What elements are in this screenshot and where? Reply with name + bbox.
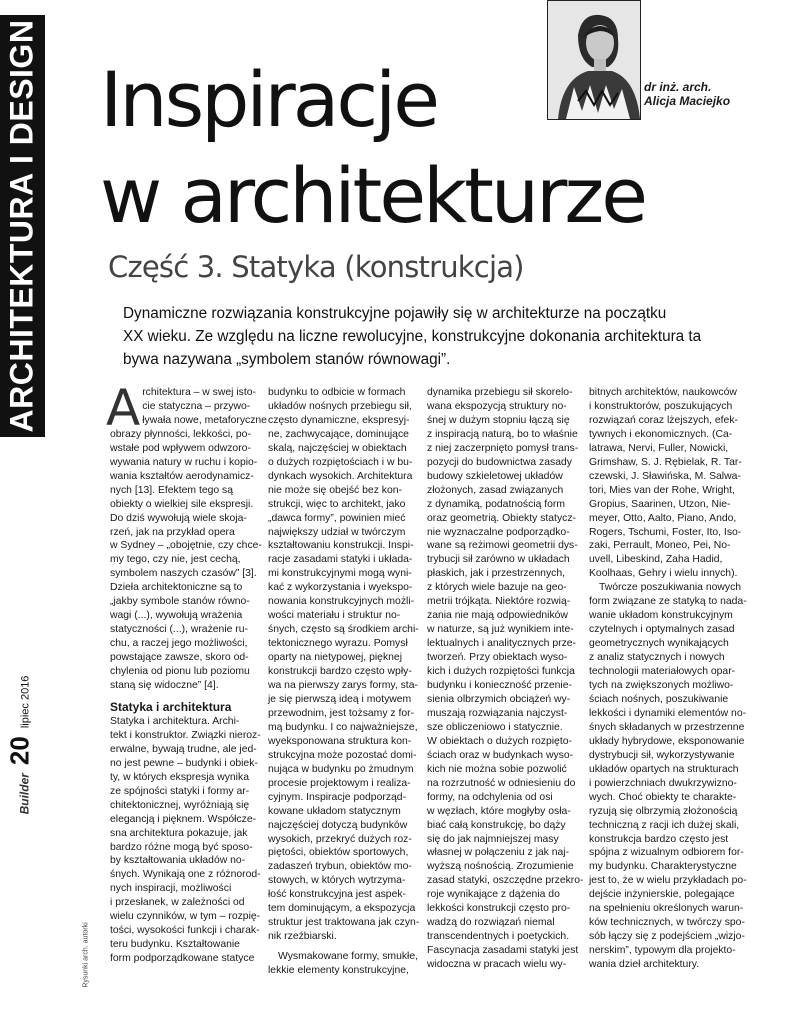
page-number: 20 (4, 736, 35, 766)
text-line: nych [13]. Efektem tego są (110, 484, 234, 496)
text-line: struktur jest traktowana jak czyn- (268, 917, 420, 929)
text-line: skalą, najczęściej w obiektach (268, 442, 407, 454)
text-line: dejście inżynierskie, polegające (589, 889, 735, 901)
column-2-body (268, 386, 420, 944)
footer-brand: Builder (17, 773, 32, 815)
text-line: chitektonicznej, wyróżniają się (110, 799, 250, 811)
text-line: muszają rozwiązania najczyst- (427, 707, 568, 719)
text-line: Fascynacja zasadami statyki jest (427, 945, 579, 957)
text-line: Twórcze poszukiwania nowych (599, 582, 742, 594)
text-line: tektonicznego wyrazu. Pomysł (268, 638, 408, 650)
text-line: tori, Mies van der Rohe, Wright, (589, 484, 735, 496)
text-line: złożonych, zasad związanych (427, 484, 564, 496)
text-line: erwalne, bywają trudne, ale jed- (110, 743, 257, 755)
text-line: mi konstrukcyjnymi mogą wyni- (268, 568, 412, 580)
text-line: kich nie można sobie pozwolić (427, 763, 567, 775)
text-line: i przesłanek, w zależności od (110, 897, 245, 909)
text-line: bardzo różne mogą być sposo- (110, 841, 253, 853)
text-line: symbolem naszych czasów” [3]. (110, 568, 257, 580)
text-line: meyer, Otto, Aalto, Piano, Ando, (589, 512, 737, 524)
text-line: wych. Choć obiekty te charakte- (589, 791, 737, 803)
text-line: technologii materiałowych opar- (589, 666, 736, 678)
text-line: techniczną z racji ich dużej skali, (589, 819, 740, 831)
text-line: układów opartych na strukturach (589, 763, 739, 775)
lead-line: XX wieku. Ze względu na liczne rewolucyjne, konstrukcyjne dokonania architektura ta (123, 328, 702, 345)
column-1 (106, 379, 267, 966)
text-line: elegancją i pięknem. Współcze- (110, 813, 257, 825)
text-line: oparty na nietypowej, pięknej (268, 652, 403, 664)
text-line: najczęściej dotyczą budynków (268, 819, 408, 831)
lead-line: Dynamiczne rozwiązania konstrukcyjne pojawiły się w architekturze na początku (123, 305, 667, 322)
text-line: „dawca formy”, powinien mieć (268, 512, 406, 524)
text-line: nych inspiracji, możliwości (110, 883, 232, 895)
text-line: nik rzeźbiarski. (268, 931, 337, 943)
text-line: wadzą do rozwiązań niemal (427, 917, 555, 929)
text-line: budowy szkieletowej układów (427, 470, 563, 482)
text-line: form podporządkowane statyce (110, 953, 255, 965)
text-line: powstające zawsze, skoro od- (110, 652, 249, 664)
text-line: ków technicznych, w twórczy spo- (589, 917, 745, 929)
title-line-2: w architekturze (100, 151, 645, 240)
text-line: lektualnych i analitycznych prze- (427, 638, 577, 650)
text-line: wania dzieł architektury. (589, 959, 700, 971)
text-line: wyeksponowana struktura kon- (268, 735, 412, 747)
text-line: własnej w połączeniu z jak naj- (427, 847, 570, 859)
text-line: z analiz statycznych i nowych (589, 652, 725, 664)
text-line: spójna z wizualnym odbiorem for- (589, 847, 744, 859)
text-line: wa na pierwszy zarys formy, sta- (268, 680, 418, 692)
text-line: sienia olbrzymich obciążeń wy- (427, 693, 571, 705)
text-line: racje zasadami statyki i układa- (268, 554, 413, 566)
text-line: z niej zaczerpnięto pomysł trans- (427, 442, 579, 454)
text-line: chylenia od pionu lub poziomu (110, 666, 250, 678)
text-line: cie statyczna – przywo- (142, 400, 251, 412)
text-line: wielu czynników, w tym – rozpię- (110, 911, 261, 923)
text-line: kształtowaniu konstrukcji. Inspi- (268, 540, 414, 552)
text-line: dynkach wysokich. Architektura (268, 470, 413, 482)
text-line: czewski, J. Sławińska, M. Salwa- (589, 470, 741, 482)
text-line: cyjnym. Inspiracje podporząd- (268, 791, 407, 803)
lead-paragraph (123, 302, 743, 371)
text-line: kać z wykorzystania i wyekspo- (268, 582, 413, 594)
author-byline (644, 80, 730, 108)
text-line: na rozrzutność w odniesieniu do (427, 777, 576, 789)
text-line: Wysmakowane formy, smukłe, (278, 951, 419, 963)
text-line: największy udział w twórczym (268, 526, 406, 538)
spacer (110, 693, 253, 699)
text-line: ściach nośnych, poszukiwanie (589, 693, 729, 705)
text-line: metrii trójkąta. Niektóre rozwią- (427, 596, 571, 608)
text-line: konstrukcja bardzo często jest (589, 833, 729, 845)
text-line: chu, a raczej jego możliwości, (110, 638, 248, 650)
text-line: je się pierwszą ideą i motywem (268, 693, 412, 705)
column-1-body-2 (110, 715, 261, 966)
column-4-body-2 (589, 581, 747, 972)
text-line: latrawa, Nervi, Fuller, Nowicki, (589, 442, 729, 454)
text-line: Statyka i architektura. Archi- (110, 715, 240, 727)
text-line: my tego, czy nie, jest cechą, (110, 554, 241, 566)
author-name: Alicja Maciejko (644, 94, 731, 108)
text-line: lekkości i dynamiki elementów no- (589, 707, 747, 719)
text-line: rozwiązań coraz lżejszych, efek- (589, 414, 738, 426)
text-line: ze spójności statyki i formy ar- (110, 785, 250, 797)
text-line: tych na zwiększonych możliwo- (589, 680, 734, 692)
text-line: tem dominującym, a ekspozycja (268, 903, 416, 915)
text-line: staną się widoczne” [4]. (110, 680, 219, 692)
text-line: wane są reżimowi geometrii dys- (427, 540, 578, 552)
text-line: sze obliczeniowo i statycznie. (427, 721, 563, 733)
text-line: często dynamiczne, ekspresyj- (268, 414, 410, 426)
text-line: śnych. Wynikają one z różnorod- (110, 869, 261, 881)
text-line: my budynku. Charakterystyczne (589, 861, 737, 873)
text-line: wyższą nośnością. Zrozumienie (427, 861, 574, 873)
text-line: wanie układom konstrukcyjnym (589, 610, 733, 622)
lead-line: bywa nazywana „symbolem stanów równowagi”. (123, 351, 451, 368)
text-line: przewodnim, jest tożsamy z for- (268, 707, 415, 719)
text-line: nująca w budynku po żmudnym (268, 763, 414, 775)
column-2-body-2 (268, 950, 419, 978)
text-line: obiekty o wielkiej sile ekspresji. (110, 498, 254, 510)
text-line: tworzeń. Przy obiektach wyso- (427, 652, 568, 664)
text-line: lekkości konstrukcji często pro- (427, 903, 571, 915)
text-line: form związane ze statyką to nada- (589, 596, 747, 608)
text-line: rzeń, jak na przykład opera (110, 526, 235, 538)
text-line: W obiektach o dużych rozpięto- (427, 735, 572, 747)
text-line: bitnych architektów, naukowców (589, 387, 737, 398)
text-line: kowane układom statycznym (268, 805, 401, 817)
text-line: się do jak najmniejszej masy (427, 833, 559, 845)
text-line: i konstruktorów, poszukujących (589, 400, 733, 412)
text-line: biać całą konstrukcję, bo dąży (427, 819, 566, 831)
text-line: konstrukcji bardzo często wpły- (268, 666, 412, 678)
text-line: zaki, Perrault, Moneo, Pei, No- (589, 540, 731, 552)
issue-date: lipiec 2016 (19, 675, 32, 729)
text-line: z inspiracją naturą, bo to właśnie (427, 428, 578, 440)
article-subtitle: Część 3. Statyka (konstrukcja) (108, 250, 524, 284)
text-line: wości materiału i struktur no- (268, 610, 401, 622)
text-line: z dynamiką, podatnością form (427, 498, 566, 510)
text-line: by kształtowania układów no- (110, 855, 246, 867)
text-line: statyczności (...), wrażenie ru- (110, 624, 249, 636)
text-line: ściach oraz w budynkach wyso- (427, 749, 574, 761)
author-degree: dr inż. arch. (644, 80, 712, 94)
text-line: nerskim”, typowym dla projekto- (589, 945, 736, 957)
text-line: zadaszeń trybun, obiektów mo- (268, 861, 412, 873)
text-line: o dużych rozpiętościach i w bu- (268, 456, 413, 468)
text-line: strukcyjna może pozostać domi- (268, 749, 417, 761)
text-line: wagi (...), wywołują wrażenia (110, 610, 243, 622)
text-line: nie może się obejść bez kon- (268, 484, 402, 496)
text-line: mą budynku. I co najważniejsze, (268, 721, 418, 733)
text-line: budynku to odbicie w formach (268, 387, 406, 398)
column-1-body (110, 428, 262, 693)
text-line: czytelnych i optymalnych zasad (589, 624, 735, 636)
text-line: układy hybrydowe, eksponowanie (589, 735, 745, 747)
text-line: Grimshaw, S. J. Rębielak, R. Tar- (589, 456, 742, 468)
text-line: oraz geometrią. Obiekty statycz- (427, 512, 576, 524)
text-line: formy, na odchylenia od osi (427, 791, 553, 803)
text-line: tywnych i ekonomicznych. (Ca- (589, 428, 733, 440)
text-line: teru budynku. Kształtowanie (110, 939, 240, 951)
text-line: procesie projektowym i realiza- (268, 777, 411, 789)
text-line: transcendentnych i poetyckich. (427, 931, 570, 943)
text-line: tości, wysokości funkcji i charak- (110, 925, 260, 937)
text-line: zania nie mają odpowiedników (427, 610, 568, 622)
text-line: nie wyznaczalne podporządko- (427, 526, 570, 538)
text-line: ty, w których ekspresja wynika (110, 771, 249, 783)
photo-credit: Rysunki arch. autorki (82, 922, 90, 988)
text-line: Dzieła architektoniczne są to (110, 582, 243, 594)
section-heading: Statyka i architektura (110, 699, 232, 714)
column-2 (268, 386, 420, 978)
text-line: Rogers, Tschumi, Foster, Ito, Iso- (589, 526, 742, 538)
text-line: śnej w dużym stopniu łączą się (427, 414, 570, 426)
column-4-body (589, 386, 742, 581)
text-line: tekt i konstruktor. Związki nieroz- (110, 729, 261, 741)
text-line: obrazy płynności, lekkości, po- (110, 428, 251, 440)
text-line: nowania konstrukcyjnych możli- (268, 596, 415, 608)
text-line: wstałe pod wpływem odwzoro- (110, 442, 251, 454)
text-line: roje wynikające z dążenia do (427, 889, 560, 901)
text-line: wana ekspozycją struktury no- (427, 400, 567, 412)
text-line: śnych składanych w przestrzenne (589, 721, 745, 733)
column-4 (589, 386, 747, 972)
text-line: z których wiele bazuje na geo- (427, 582, 567, 594)
page-footer (5, 676, 36, 815)
text-line: ne, zachwycające, dominujące (268, 428, 409, 440)
article-title (100, 52, 645, 244)
text-line: budynku i konieczność przenie- (427, 680, 572, 692)
text-line: dynamika przebiegu sił skorelo- (427, 387, 573, 398)
text-line: strukcji, więc to architekt, jako (268, 498, 406, 510)
text-line: Do dziś wywołują wiele skoja- (110, 512, 247, 524)
text-line: układów nośnych przebiegu sił, (268, 400, 412, 412)
text-line: wania kształtów aerodynamicz- (110, 470, 254, 482)
text-line: no jest pewne – budynki i obiek- (110, 757, 258, 769)
column-3 (427, 386, 584, 972)
text-line: piętości, obiektów sportowych, (268, 847, 409, 859)
text-line: rchitektura – w swej isto- (142, 387, 256, 398)
column-3-body (427, 386, 584, 972)
text-line: Gropius, Saarinen, Utzon, Nie- (589, 498, 731, 510)
text-line: wysokich, przekryć dużych roz- (268, 833, 412, 845)
text-line: w naturze, są już wynikiem inte- (427, 624, 574, 636)
text-line: sna architektura pokazuje, jak (110, 827, 248, 839)
text-line: „jakby symbole stanów równo- (110, 596, 250, 608)
text-line: na spełnieniu określonych warun- (589, 903, 744, 915)
text-line: śnych, często są środkiem archi- (268, 624, 419, 636)
text-line: ływała nowe, metaforyczne (142, 414, 267, 426)
text-line: łość konstrukcyjna jest aspek- (268, 889, 407, 901)
text-line: zasad statyki, oszczędne przekro- (427, 875, 584, 887)
text-line: stowych, w których wytrzyma- (268, 875, 406, 887)
text-line: w Sydney – „obojętnie, czy chce- (110, 540, 262, 552)
text-line: kich i dużych rozpiętości funkcja (427, 666, 575, 678)
text-line: uvell, Libeskind, Zaha Hadid, (589, 554, 723, 566)
text-line: w węzłach, które mogłyby osła- (427, 805, 571, 817)
text-line: jest to, że w wielu przykładach po- (589, 875, 747, 887)
text-line: Koolhaas, Gehry i wielu innych). (589, 568, 738, 580)
text-line: geometrycznych wynikających (589, 638, 729, 650)
title-line-1: Inspiracje (100, 55, 438, 144)
text-line: trybucji sił zarówno w układach (427, 554, 570, 566)
text-line: płaskich, jak i przestrzennych, (427, 568, 566, 580)
text-line: wywania natury w ruchu i kopio- (110, 456, 258, 468)
text-line: dystrybucji sił, wykorzystywanie (589, 749, 735, 761)
dropcap: A (106, 379, 141, 437)
section-label: ARCHITEKTURA I DESIGN (3, 19, 40, 433)
text-line: ryzują się olbrzymią złożonością (589, 805, 738, 817)
text-line: sób łączy się z podejściem „wizjo- (589, 931, 745, 943)
text-line: pozycji do budownictwa zasady (427, 456, 572, 468)
text-line: i powierzchniach dwukrzywizno- (589, 777, 737, 789)
text-line: widoczna w pracach wielu wy- (427, 959, 567, 971)
text-line: lekkie elementy konstrukcyjne, (268, 965, 409, 977)
